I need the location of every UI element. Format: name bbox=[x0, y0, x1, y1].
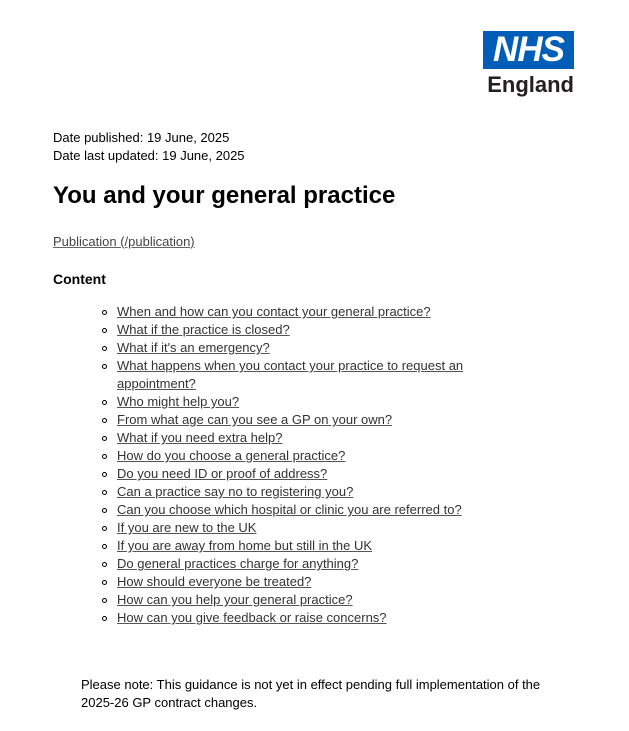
toc-item bbox=[117, 339, 512, 357]
toc-link[interactable]: Do general practices charge for anything? bbox=[117, 556, 359, 571]
toc-link[interactable]: What if it's an emergency? bbox=[117, 340, 270, 355]
bullet-icon bbox=[102, 562, 107, 567]
toc-link[interactable]: If you are away from home but still in the UK bbox=[117, 538, 373, 553]
bullet-icon bbox=[102, 454, 107, 459]
toc-item bbox=[117, 501, 512, 519]
bullet-icon bbox=[102, 490, 107, 495]
toc-item bbox=[117, 429, 512, 447]
toc-item bbox=[117, 537, 512, 555]
logo-org-name: England bbox=[487, 72, 574, 97]
bullet-icon bbox=[102, 616, 107, 621]
toc-item bbox=[117, 483, 512, 501]
bullet-icon bbox=[102, 310, 107, 315]
bullet-icon bbox=[102, 598, 107, 603]
toc-link[interactable]: How can you give feedback or raise concerns? bbox=[117, 610, 387, 625]
bullet-icon bbox=[102, 364, 107, 369]
contents-heading: Content bbox=[53, 271, 106, 287]
page-title: You and your general practice bbox=[53, 182, 396, 209]
publication-link[interactable]: Publication (/publication) bbox=[53, 234, 195, 249]
toc-link[interactable]: If you are new to the UK bbox=[117, 520, 257, 535]
toc-item bbox=[117, 321, 512, 339]
bullet-icon bbox=[102, 328, 107, 333]
bullet-icon bbox=[102, 472, 107, 477]
bullet-icon bbox=[102, 400, 107, 405]
toc-link[interactable]: When and how can you contact your general practice? bbox=[117, 304, 431, 319]
publication-dates bbox=[53, 129, 245, 165]
nhs-england-logo bbox=[483, 31, 574, 98]
toc-item bbox=[117, 573, 512, 591]
toc-link[interactable]: What if you need extra help? bbox=[117, 430, 283, 445]
toc-item bbox=[117, 411, 512, 429]
bullet-icon bbox=[102, 418, 107, 423]
bullet-icon bbox=[102, 526, 107, 531]
guidance-note: Please note: This guidance is not yet in effect pending full implementation of the 2025-26 GP contract changes. bbox=[81, 677, 541, 710]
toc-item bbox=[117, 393, 512, 411]
bullet-icon bbox=[102, 436, 107, 441]
toc-link[interactable]: How can you help your general practice? bbox=[117, 592, 353, 607]
bullet-icon bbox=[102, 544, 107, 549]
toc-link[interactable]: From what age can you see a GP on your own? bbox=[117, 412, 393, 427]
toc-item bbox=[117, 447, 512, 465]
nhs-logo-mark: NHS bbox=[483, 31, 574, 69]
bullet-icon bbox=[102, 346, 107, 351]
toc-link[interactable]: What happens when you contact your practice to request an appointment? bbox=[117, 358, 464, 391]
toc-link[interactable]: Who might help you? bbox=[117, 394, 240, 409]
toc-link[interactable]: How should everyone be treated? bbox=[117, 574, 312, 589]
toc-item bbox=[117, 555, 512, 573]
toc-link[interactable]: Can you choose which hospital or clinic you are referred to? bbox=[117, 502, 462, 517]
toc-link[interactable]: What if the practice is closed? bbox=[117, 322, 290, 337]
bullet-icon bbox=[102, 508, 107, 513]
toc-link[interactable]: Can a practice say no to registering you? bbox=[117, 484, 354, 499]
toc-item bbox=[117, 357, 512, 393]
toc-link[interactable]: Do you need ID or proof of address? bbox=[117, 466, 328, 481]
toc-item bbox=[117, 609, 512, 627]
toc-item bbox=[117, 519, 512, 537]
toc-item bbox=[117, 465, 512, 483]
bullet-icon bbox=[102, 580, 107, 585]
toc-link[interactable]: How do you choose a general practice? bbox=[117, 448, 346, 463]
date-published: Date published: 19 June, 2025 bbox=[53, 130, 230, 145]
date-updated: Date last updated: 19 June, 2025 bbox=[53, 148, 245, 163]
table-of-contents bbox=[117, 303, 512, 627]
toc-item bbox=[117, 591, 512, 609]
toc-item bbox=[117, 303, 512, 321]
